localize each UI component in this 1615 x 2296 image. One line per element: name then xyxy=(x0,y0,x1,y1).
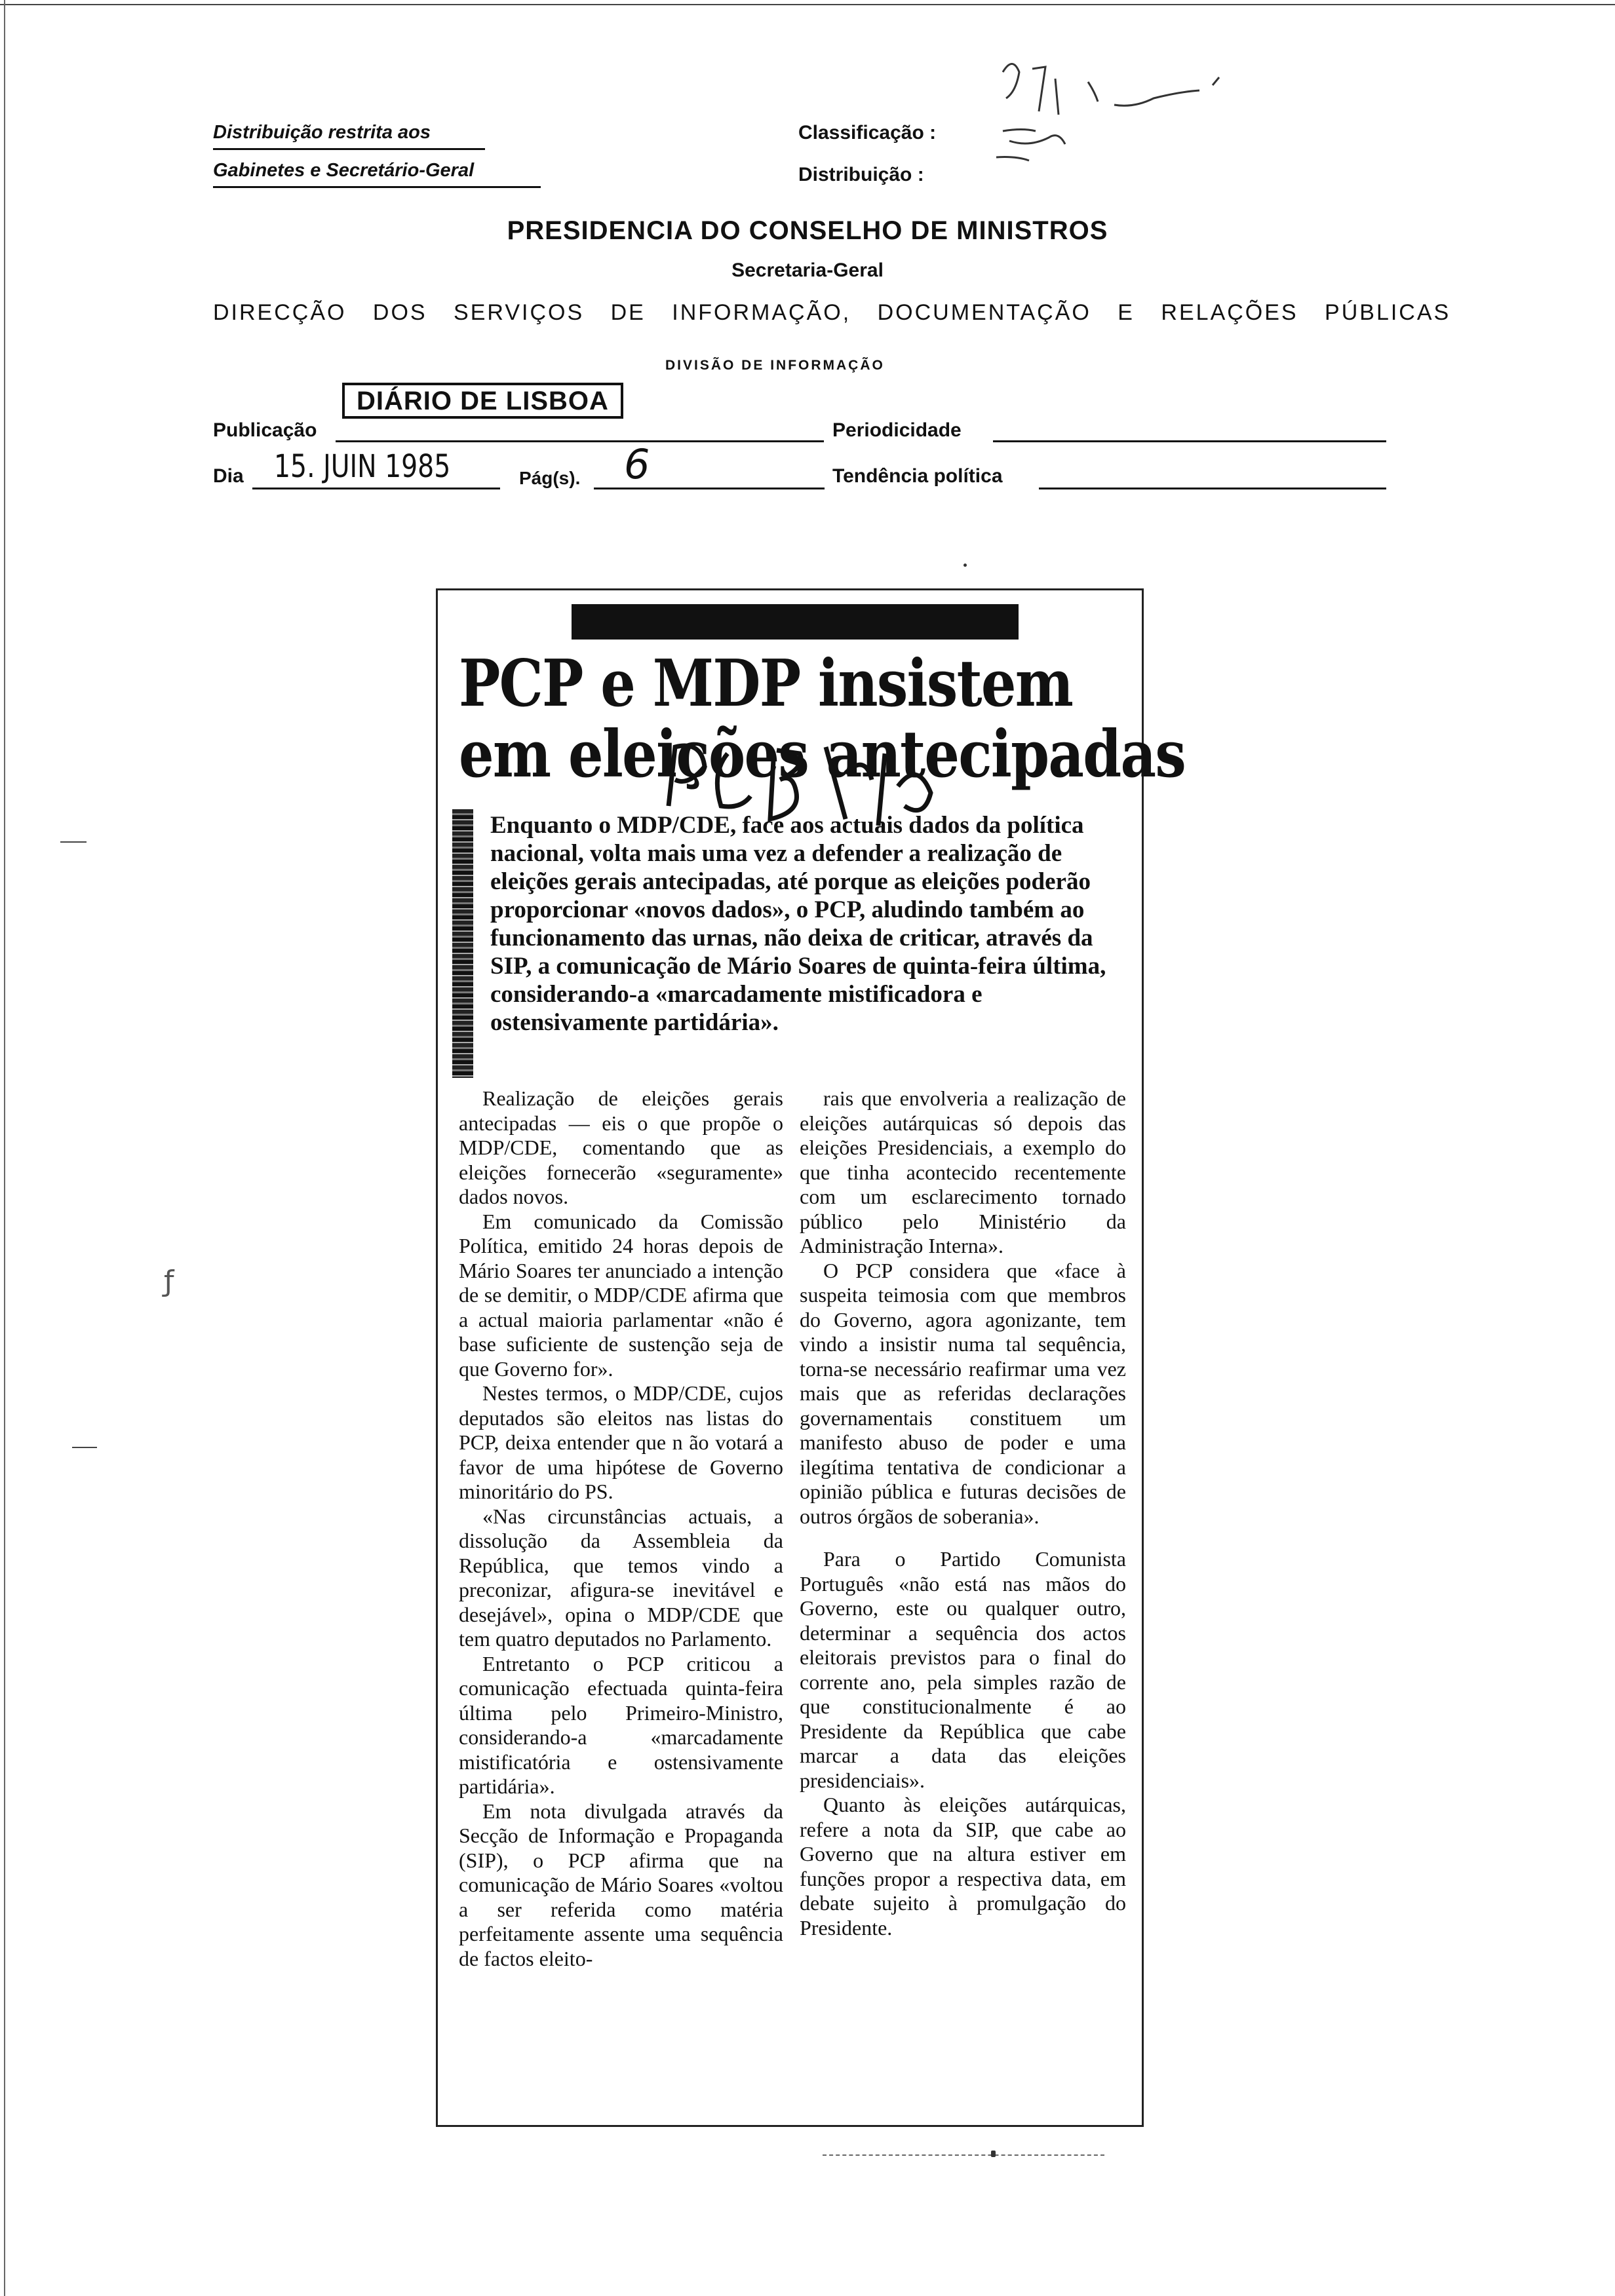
publication-label: Publicação xyxy=(213,419,317,441)
institution-name: PRESIDENCIA DO CONSELHO DE MINISTROS xyxy=(507,216,1108,245)
scan-edge-top xyxy=(0,4,1615,5)
day-line xyxy=(252,488,500,489)
publication-stamp: DIÁRIO DE LISBOA xyxy=(342,383,623,419)
paragraph: Para o Partido Comunista Português «não está nas mãos do Governo, este ou qualquer outro, determinar a sequência dos actos eleitorais previstos para o final do corrente ano, pela simples razão de que constitucionalmente é ao Presidente da República que cabe marcar a data das eleições presidenciais». xyxy=(800,1547,1126,1792)
paragraph: Em nota divulgada através da Secção de Informação e Propaganda (SIP), o PCP afirma que na comunicação de Mário Soares «voltou a ser referida como matéria perfeitamente assente uma sequência de factos eleito- xyxy=(459,1799,783,1970)
underline xyxy=(213,148,485,150)
paragraph: Quanto às eleições autárquicas, refere a nota da SIP, que cabe ao Governo que na altura estiver em funções propor a respectiva data, em debate sujeito à promulgação do Presidente. xyxy=(800,1793,1126,1940)
paragraph: rais que envolveria a realização de eleições autárquicas só depois das eleições Presidenciais, a exemplo do que tinha acontecido recentemente com um esclarecimento tornado público pelo Ministério da Administração Interna». xyxy=(800,1086,1126,1257)
lead-side-bar xyxy=(452,809,473,1078)
speck xyxy=(991,2151,996,2157)
article-column-1 xyxy=(459,1086,783,1971)
tendency-label: Tendência política xyxy=(832,465,1003,487)
margin-mark xyxy=(72,1447,97,1448)
handwritten-annotation xyxy=(983,52,1258,183)
paragraph: Nestes termos, o MDP/CDE, cujos deputados são eleitos nas listas do PCP, deixa entender que n ão votará a favor de uma hipótese de Governo minoritário do PS. xyxy=(459,1381,783,1503)
division: DIVISÃO DE INFORMAÇÃO xyxy=(665,358,885,373)
paragraph: Realização de eleições gerais antecipadas — eis o que propõe o MDP/CDE, comentando que as eleições fornecerão «seguramente» dados novos. xyxy=(459,1086,783,1208)
secretariat: Secretaria-Geral xyxy=(731,259,884,281)
scan-edge-left xyxy=(4,0,5,2296)
classification-label: Classificação : xyxy=(798,122,937,144)
periodicity-line xyxy=(993,440,1386,442)
distribution-label: Distribuição : xyxy=(798,164,924,185)
periodicity-label: Periodicidade xyxy=(832,419,962,441)
tendency-line xyxy=(1039,488,1386,489)
paragraph: «Nas circunstâncias actuais, a dissolução da Assembleia da República, que temos vindo a preconizar, afigura-se inevitável e desejável», opina o MDP/CDE que tem quatro deputados no Parlamento. xyxy=(459,1504,783,1651)
scan-artifact xyxy=(823,2154,1104,2156)
distribution-restriction-line2: Gabinetes e Secretário-Geral xyxy=(213,160,475,181)
paragraph: O PCP considera que «face à suspeita teimosia com que membros do Governo, agora agonizante, tem vindo a insistir numa tal sequência, torna-se necessário reafirmar uma vez mais que as referidas declarações governamentais constituem um manifesto abuso de poder e uma ilegítima tentativa de condicionar a opinião pública e futuras decisões de outros órgãos de soberania». xyxy=(800,1258,1126,1528)
lead-text: Enquanto o MDP/CDE, face aos actuais dados da política nacional, volta mais uma vez a defender a realização de eleições gerais antecipadas, até porque as eleições poderão proporcionar «novos dados», o PCP, aludindo também ao funcionamento das urnas, não deixa de criticar, através da SIP, a comunicação de Mário Soares de quinta-feira última, considerando-a «marcadamente mistificadora e ostensivamente partidária». xyxy=(490,812,1106,1036)
headline-line1: PCP e MDP insistem xyxy=(459,646,1073,721)
speck xyxy=(963,564,967,567)
paragraph: Em comunicado da Comissão Política, emitido 24 horas depois de Mário Soares ter anunciado a intenção de se demitir, o MDP/CDE afirma que a actual maioria parlamentar «não é base suficiente de sustenção seja de que Governo for». xyxy=(459,1209,783,1381)
pages-handwritten: 6 xyxy=(624,440,650,488)
headline-line2: em eleições antecipadas xyxy=(459,717,1186,792)
directorate: DIRECÇÃO DOS SERVIÇOS DE INFORMAÇÃO, DOCUMENTAÇÃO E RELAÇÕES PÚBLICAS xyxy=(213,300,1451,325)
distribution-restriction-line1: Distribuição restrita aos xyxy=(213,122,431,143)
blacked-out-header xyxy=(572,604,1019,640)
day-label: Dia xyxy=(213,465,244,487)
publication-line xyxy=(336,440,824,442)
lead-paragraph xyxy=(490,811,1125,1037)
day-stamp: 15. JUIN 1985 xyxy=(274,448,451,485)
margin-scribble: ƒ xyxy=(164,1265,174,1298)
margin-mark xyxy=(60,841,87,843)
paragraph: Entretanto o PCP criticou a comunicação efectuada quinta-feira última pelo Primeiro-Ministro, considerando-a «marcadamente mistificatória e ostensivamente partidária». xyxy=(459,1651,783,1798)
pages-label: Pág(s). xyxy=(519,468,581,488)
article-column-2 xyxy=(800,1086,1126,1940)
underline xyxy=(213,186,541,188)
